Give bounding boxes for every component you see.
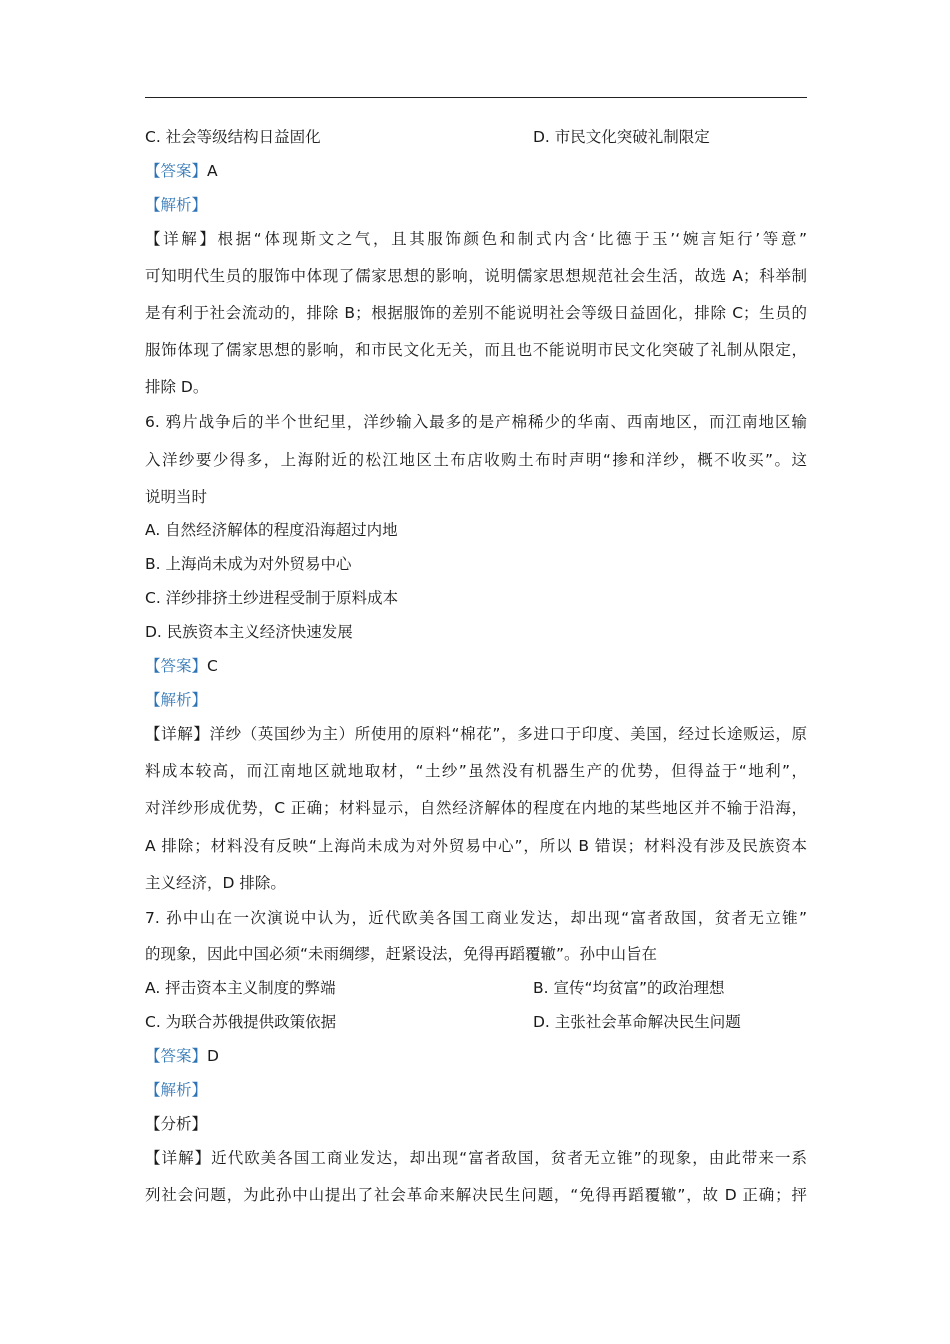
q5-analysis-tag: 【解析】 xyxy=(145,196,208,214)
detail-tag: 【详解】 xyxy=(145,725,210,743)
q6-option-a: A. 自然经济解体的程度沿海超过内地 xyxy=(145,521,398,539)
q7-stem-line-1: 7. 孙中山在一次演说中认为，近代欧美各国工商业发达，却出现“富者敌国，贫者无立锥” xyxy=(145,909,807,927)
q7-option-a: A. 抨击资本主义制度的弊端 xyxy=(145,979,336,997)
q5-detail-line-5: 排除 D。 xyxy=(145,378,209,396)
detail-text: 近代欧美各国工商业发达，却出现“富者敌国，贫者无立锥”的现象，由此带来一系 xyxy=(211,1149,807,1167)
q7-option-c: C. 为联合苏俄提供政策依据 xyxy=(145,1013,337,1031)
detail-tag: 【详解】 xyxy=(145,1149,212,1167)
answer-tag: 【答案】 xyxy=(145,162,208,180)
q6-stem-line-3: 说明当时 xyxy=(145,488,208,506)
q6-option-b: B. 上海尚未成为对外贸易中心 xyxy=(145,555,352,573)
answer-value: A xyxy=(207,162,218,180)
q5-detail-line-1 xyxy=(145,229,807,249)
q6-option-d: D. 民族资本主义经济快速发展 xyxy=(145,623,353,641)
q7-analysis-tag: 【解析】 xyxy=(145,1081,208,1099)
q5-option-d: D. 市民文化突破礼制限定 xyxy=(533,128,710,146)
q6-stem-line-1: 6. 鸦片战争后的半个世纪里，洋纱输入最多的是产棉稀少的华南、西南地区，而江南地区输 xyxy=(145,413,807,431)
q6-detail-line-2: 料成本较高，而江南地区就地取材，“土纱”虽然没有机器生产的优势，但得益于“地利”， xyxy=(145,762,807,780)
q7-answer xyxy=(145,1046,219,1066)
q7-detail-line-1 xyxy=(145,1148,807,1168)
q6-analysis-tag: 【解析】 xyxy=(145,691,208,709)
q6-stem-line-2: 入洋纱要少得多，上海附近的松江地区土布店收购土布时声明“掺和洋纱，概不收买”。这 xyxy=(145,451,807,469)
q5-detail-line-3: 是有利于社会流动的，排除 B；根据服饰的差别不能说明社会等级日益固化，排除 C；生员的 xyxy=(145,304,807,322)
answer-value: C xyxy=(207,657,218,675)
detail-tag: 【详解】 xyxy=(145,230,218,248)
q7-fenxi-tag: 【分析】 xyxy=(145,1115,208,1133)
q7-stem-line-2: 的现象，因此中国必须“未雨绸缪，赶紧设法，免得再蹈覆辙”。孙中山旨在 xyxy=(145,945,658,963)
answer-value: D xyxy=(207,1047,219,1065)
q5-detail-line-4: 服饰体现了儒家思想的影响，和市民文化无关，而且也不能说明市民文化突破了礼制从限定， xyxy=(145,341,807,359)
q7-detail-line-2: 列社会问题，为此孙中山提出了社会革命来解决民生问题，“免得再蹈覆辙”，故 D 正确；抨 xyxy=(145,1186,807,1204)
header-rule xyxy=(145,97,807,98)
q7-option-d: D. 主张社会革命解决民生问题 xyxy=(533,1013,741,1031)
q6-detail-line-1 xyxy=(145,724,807,744)
q6-option-c: C. 洋纱排挤土纱进程受制于原料成本 xyxy=(145,589,399,607)
q6-answer xyxy=(145,656,218,676)
answer-tag: 【答案】 xyxy=(145,657,208,675)
q5-detail-line-2: 可知明代生员的服饰中体现了儒家思想的影响，说明儒家思想规范社会生活，故选 A；科举制 xyxy=(145,267,807,285)
q5-answer xyxy=(145,161,218,181)
answer-tag: 【答案】 xyxy=(145,1047,208,1065)
detail-text: 洋纱（英国纱为主）所使用的原料“棉花”，多进口于印度、美国，经过长途贩运，原 xyxy=(209,725,807,743)
q6-detail-line-3: 对洋纱形成优势，C 正确；材料显示，自然经济解体的程度在内地的某些地区并不输于沿海， xyxy=(145,799,807,817)
q6-detail-line-5: 主义经济，D 排除。 xyxy=(145,874,286,892)
q6-detail-line-4: A 排除；材料没有反映“上海尚未成为对外贸易中心”，所以 B 错误；材料没有涉及民族资本 xyxy=(145,837,807,855)
q7-option-b: B. 宣传“均贫富”的政治理想 xyxy=(533,979,725,997)
q5-option-c: C. 社会等级结构日益固化 xyxy=(145,128,321,146)
detail-text: 根据“体现斯文之气，且其服饰颜色和制式内含‘比德于玉’‘婉言矩行’等意” xyxy=(217,230,807,248)
